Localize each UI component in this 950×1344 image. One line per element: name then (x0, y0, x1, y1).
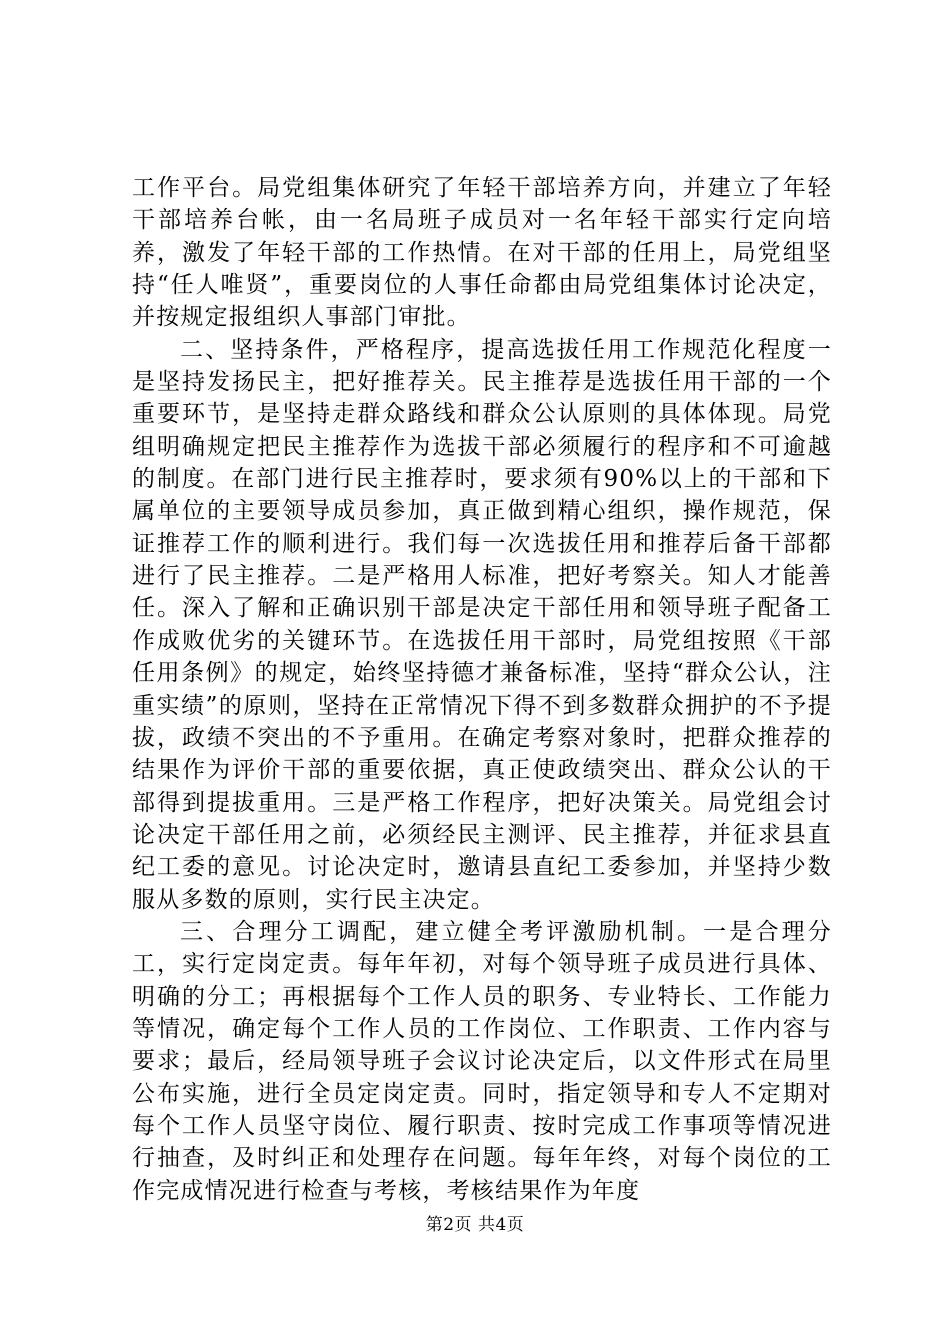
paragraph-section-two: 二、坚持条件，严格程序，提高选拔任用工作规范化程度一是坚持发扬民主，把好推荐关。民主推荐是选拔任用干部的一个重要环节，是坚持走群众路线和群众公认原则的具体体现。局党组明确规定把民主推荐作为选拔干部必须履行的程序和不可逾越的制度。在部门进行民主推荐时，要求须有90%以上的干部和下属单位的主要领导成员参加，真正做到精心组织，操作规范，保证推荐工作的顺利进行。我们每一次选拔任用和推荐后备干部都进行了民主推荐。二是严格用人标准，把好考察关。知人才能善任。深入了解和正确识别干部是决定干部任用和领导班子配备工作成败优劣的关键环节。在选拔任用干部时，局党组按照《干部任用条例》的规定，始终坚持德才兼备标准，坚持“群众公认，注重实绩”的原则，坚持在正常情况下得不到多数群众拥护的不予提拔，政绩不突出的不予重用。在确定考察对象时，把群众推荐的结果作为评价干部的重要依据，真正使政绩突出、群众公认的干部得到提拔重用。三是严格工作程序，把好决策关。局党组会讨论决定干部任用之前，必须经民主测评、民主推荐，并征求县直纪工委的意见。讨论决定时，邀请县直纪工委参加，并坚持少数服从多数的原则，实行民主决定。 (132, 336, 832, 913)
page-number-footer: 第2页 共4页 (425, 1215, 525, 1235)
document-body (132, 172, 832, 1207)
paragraph-continuation: 工作平台。局党组集体研究了年轻干部培养方向，并建立了年轻干部培养台帐，由一名局班子成员对一名年轻干部实行定向培养，激发了年轻干部的工作热情。在对干部的任用上，局党组坚持“任人唯贤”，重要岗位的人事任命都由局党组集体讨论决定，并按规定报组织人事部门审批。 (132, 175, 832, 331)
paragraph-section-three: 三、合理分工调配，建立健全考评激励机制。一是合理分工，实行定岗定责。每年年初，对每个领导班子成员进行具体、明确的分工；再根据每个工作人员的职务、专业特长、工作能力等情况，确定每个工作人员的工作岗位、工作职责、工作内容与要求；最后，经局领导班子会议讨论决定后，以文件形式在局里公布实施，进行全员定岗定责。同时，指定领导和专人不定期对每个工作人员坚守岗位、履行职责、按时完成工作事项等情况进行抽查，及时纠正和处理存在问题。每年年终，对每个岗位的工作完成情况进行检查与考核，考核结果作为年度 (132, 918, 832, 1204)
